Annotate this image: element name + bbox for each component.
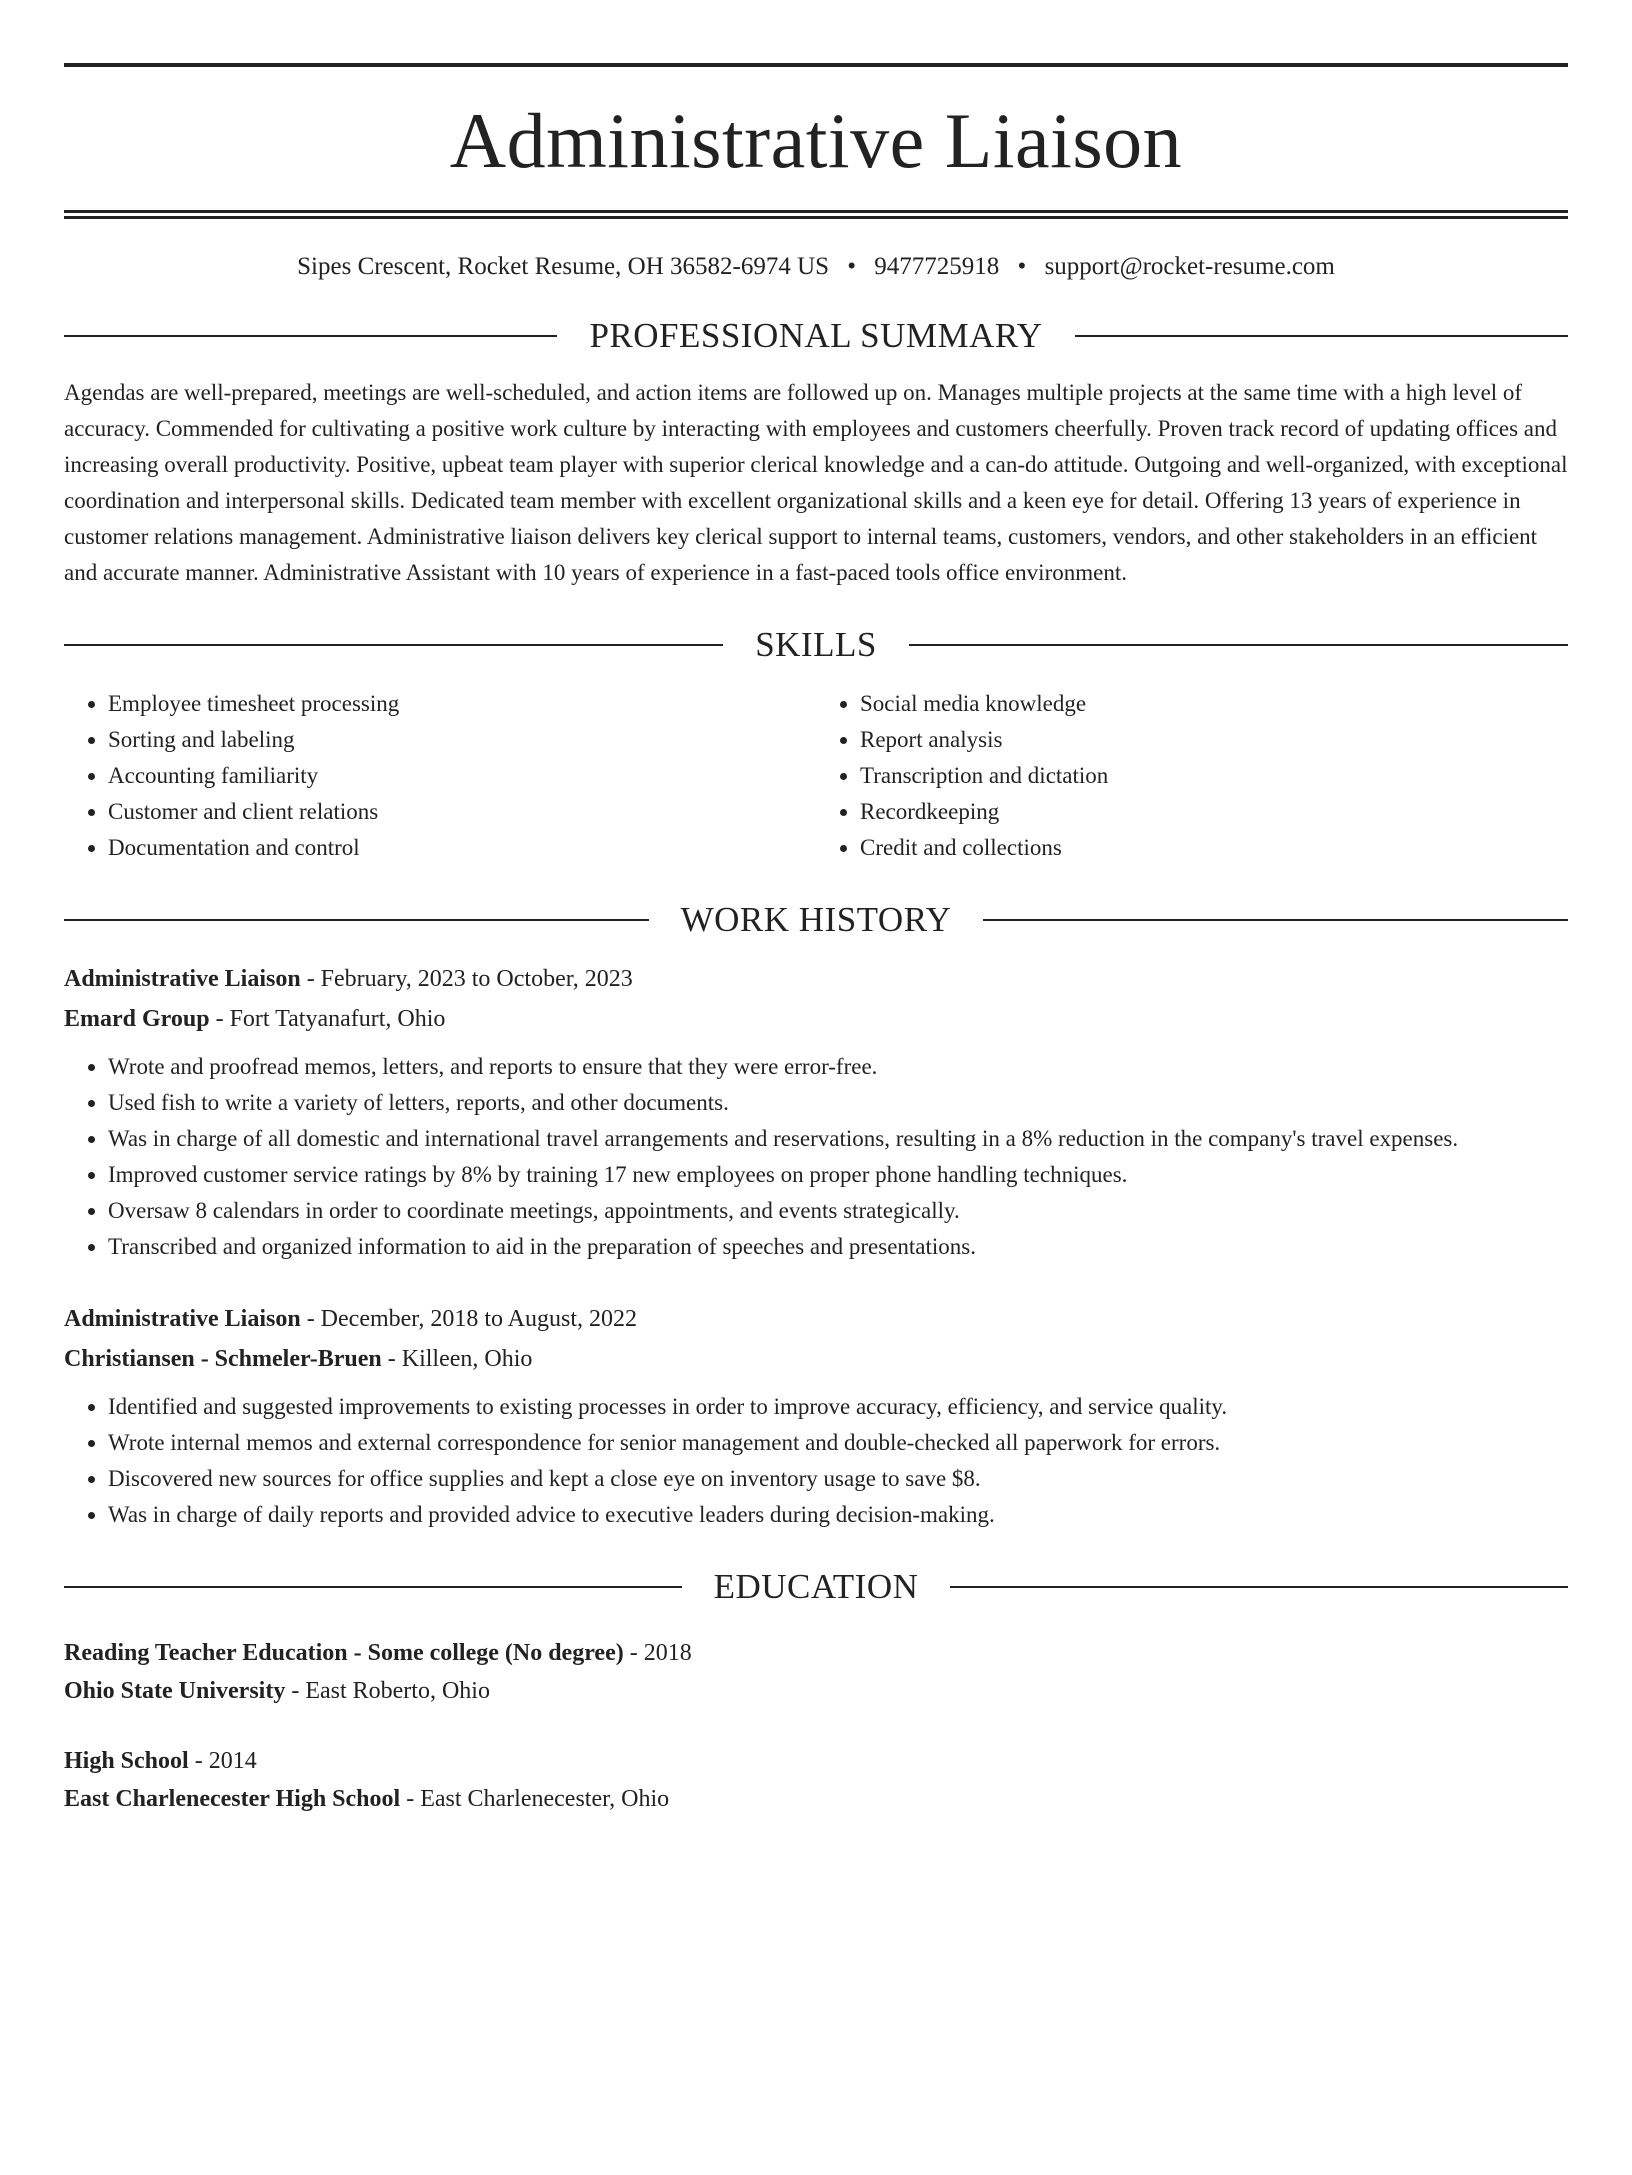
job-title: Administrative Liaison: [64, 966, 301, 992]
heading-rule-left: [64, 1586, 682, 1588]
education-degree: Reading Teacher Education - Some college (No degree): [64, 1640, 624, 1666]
education-school-line: [64, 1672, 1568, 1710]
education-location: - East Charlenecester, Ohio: [400, 1786, 670, 1812]
heading-rule-right: [983, 919, 1568, 921]
section-title: SKILLS: [755, 625, 877, 664]
skill-item: • Sorting and labeling: [108, 722, 816, 758]
section-title: EDUCATION: [713, 1567, 919, 1606]
skill-item: • Transcription and dictation: [860, 758, 1568, 794]
education-school: East Charlenecester High School: [64, 1786, 401, 1812]
skill-item: • Documentation and control: [108, 830, 816, 866]
job-location: - Fort Tatyanafurt, Ohio: [209, 1006, 446, 1032]
job-dates: - February, 2023 to October, 2023: [300, 966, 633, 992]
education-degree-line: [64, 1742, 1568, 1780]
skill-item: • Accounting familiarity: [108, 758, 816, 794]
section-title: WORK HISTORY: [680, 900, 952, 939]
job-location: - Killeen, Ohio: [381, 1346, 533, 1372]
summary-text: Agendas are well-prepared, meetings are well-scheduled, and action items are followed up on. Manages multiple projects at the same time with a high level of accuracy. Commended for cultivating a positive work culture by interacting with employees and customers cheerfully. Proven track record of updating offices and increasing overall productivity. Positive, upbeat team player with superior clerical knowledge and a can-do attitude. Outgoing and well-organized, with exceptional coordination and interpersonal skills. Dedicated team member with excellent organizational skills and a keen eye for detail. Offering 13 years of experience in customer relations management. Administrative liaison delivers key clerical support to internal teams, customers, vendors, and other stakeholders in an efficient and accurate manner. Administrative Assistant with 10 years of experience in a fast-paced tools office environment.: [64, 380, 1568, 585]
bullet-separator: •: [1017, 253, 1027, 280]
job-entry: [64, 1299, 1568, 1533]
skill-item: • Employee timesheet processing: [108, 686, 816, 722]
education-entry: [64, 1634, 1568, 1710]
skills-columns: [64, 686, 1568, 866]
job-dates: - December, 2018 to August, 2022: [300, 1306, 638, 1332]
job-company: Christiansen - Schmeler-Bruen: [64, 1346, 382, 1372]
job-title-line: [64, 1299, 1568, 1339]
section-heading-work: [64, 902, 1568, 937]
job-bullet: • Identified and suggested improvements to existing processes in order to improve accuracy, efficiency, and service quality.: [108, 1389, 1568, 1425]
job-bullet: • Used fish to write a variety of letters, reports, and other documents.: [108, 1085, 1568, 1121]
contact-line: [64, 252, 1568, 282]
contact-phone: 9477725918: [874, 253, 1000, 280]
job-title: Administrative Liaison: [64, 1306, 301, 1332]
heading-rule-right: [909, 644, 1568, 646]
resume-name: Administrative Liaison: [449, 97, 1183, 184]
education-school-line: [64, 1780, 1568, 1818]
job-bullet: • Transcribed and organized information to aid in the preparation of speeches and presentations.: [108, 1229, 1568, 1265]
top-rule: [64, 63, 1568, 67]
job-bullet: • Was in charge of all domestic and international travel arrangements and reservations, resulting in a 8% reduction in the company's travel expenses.: [108, 1121, 1568, 1157]
skill-item: • Recordkeeping: [860, 794, 1568, 830]
education-entry: [64, 1742, 1568, 1818]
education-year: - 2014: [188, 1748, 257, 1774]
section-title: PROFESSIONAL SUMMARY: [589, 316, 1043, 355]
job-bullet: • Was in charge of daily reports and provided advice to executive leaders during decision-making.: [108, 1497, 1568, 1533]
job-bullets: [64, 1389, 1568, 1533]
job-title-line: [64, 959, 1568, 999]
job-org-line: [64, 999, 1568, 1039]
education-school: Ohio State University: [64, 1678, 286, 1704]
skills-list-left: [64, 686, 816, 866]
education-year: - 2018: [623, 1640, 692, 1666]
skill-item: • Customer and client relations: [108, 794, 816, 830]
job-bullet: • Wrote internal memos and external correspondence for senior management and double-checked all paperwork for errors.: [108, 1425, 1568, 1461]
skill-item: • Report analysis: [860, 722, 1568, 758]
heading-rule-left: [64, 335, 557, 337]
heading-rule-right: [1075, 335, 1568, 337]
job-bullet: • Improved customer service ratings by 8% by training 17 new employees on proper phone handling techniques.: [108, 1157, 1568, 1193]
skills-list-right: [816, 686, 1568, 866]
education-location: - East Roberto, Ohio: [285, 1678, 490, 1704]
job-bullet: • Oversaw 8 calendars in order to coordinate meetings, appointments, and events strategically.: [108, 1193, 1568, 1229]
job-bullet: • Discovered new sources for office supplies and kept a close eye on inventory usage to save $8.: [108, 1461, 1568, 1497]
section-heading-skills: [64, 627, 1568, 662]
education-degree-line: [64, 1634, 1568, 1672]
resume-page: [0, 63, 1632, 2175]
job-bullets: [64, 1049, 1568, 1265]
section-heading-summary: [64, 318, 1568, 353]
section-heading-education: [64, 1569, 1568, 1604]
job-org-line: [64, 1339, 1568, 1379]
contact-address: Sipes Crescent, Rocket Resume, OH 36582-6974 US: [297, 253, 830, 280]
bullet-separator: •: [847, 253, 857, 280]
heading-rule-left: [64, 644, 723, 646]
skill-item: • Social media knowledge: [860, 686, 1568, 722]
job-entry: [64, 959, 1568, 1265]
job-company: Emard Group: [64, 1006, 210, 1032]
skill-item: • Credit and collections: [860, 830, 1568, 866]
double-rule: [64, 210, 1568, 219]
contact-email: support@rocket-resume.com: [1044, 253, 1335, 280]
job-bullet: • Wrote and proofread memos, letters, and reports to ensure that they were error-free.: [108, 1049, 1568, 1085]
education-degree: High School: [64, 1748, 189, 1774]
heading-rule-left: [64, 919, 649, 921]
heading-rule-right: [950, 1586, 1568, 1588]
